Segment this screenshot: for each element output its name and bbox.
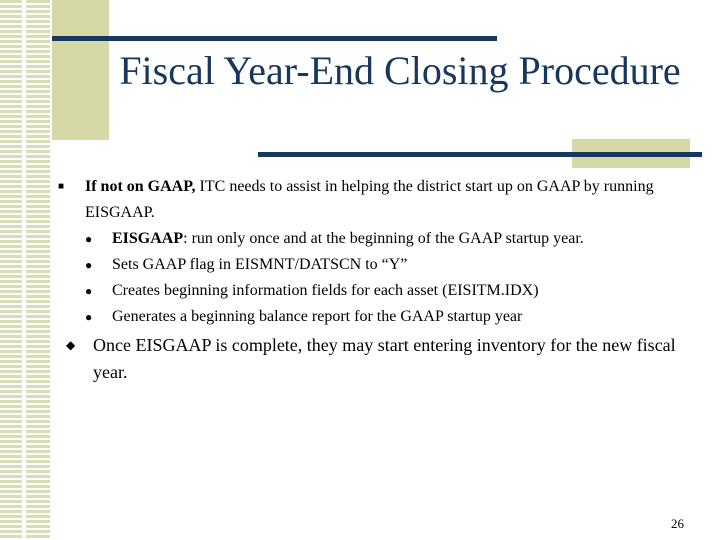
bullet-item-eisgaap-complete <box>58 332 688 386</box>
item-text: Once EISGAAP is complete, they may start entering inventory for the new fiscal year. <box>93 335 676 382</box>
sub-item-text: : run only once and at the beginning of the GAAP startup year. <box>183 230 584 247</box>
slide-title: Fiscal Year-End Closing Procedure <box>119 48 681 93</box>
sub-item-3 <box>58 278 688 304</box>
sub-item-4 <box>58 304 688 330</box>
dot-bullet-icon: ● <box>85 310 93 324</box>
sub-item-text: Sets GAAP flag in EISMNT/DATSCN to “Y” <box>112 256 408 273</box>
dot-bullet-icon: ● <box>85 258 93 272</box>
sub-item-2 <box>58 252 688 278</box>
bullet-item-gaap <box>58 174 688 226</box>
sub-item-1 <box>58 226 688 252</box>
square-bullet-icon: ■ <box>58 181 65 192</box>
slide-content <box>58 174 688 404</box>
left-stripe-gap <box>0 0 50 540</box>
item-lead-bold: If not on GAAP, <box>85 178 196 195</box>
navy-bar-bottom <box>258 152 702 157</box>
navy-bar-top <box>52 36 497 41</box>
sub-item-text: Creates beginning information fields for each asset (EISITM.IDX) <box>112 282 539 299</box>
sub-item-text: Generates a beginning balance report for the GAAP startup year <box>112 308 523 325</box>
dot-bullet-icon: ● <box>85 284 93 298</box>
olive-box-top <box>52 0 109 140</box>
diamond-bullet-icon: ◆ <box>66 338 76 352</box>
item-lead-text: ITC needs to assist in helping the district start up on GAAP by running EISGAAP. <box>85 178 654 221</box>
page-number: 26 <box>671 516 684 531</box>
dot-bullet-icon: ● <box>85 232 93 246</box>
sub-item-bold: EISGAAP <box>112 230 184 247</box>
